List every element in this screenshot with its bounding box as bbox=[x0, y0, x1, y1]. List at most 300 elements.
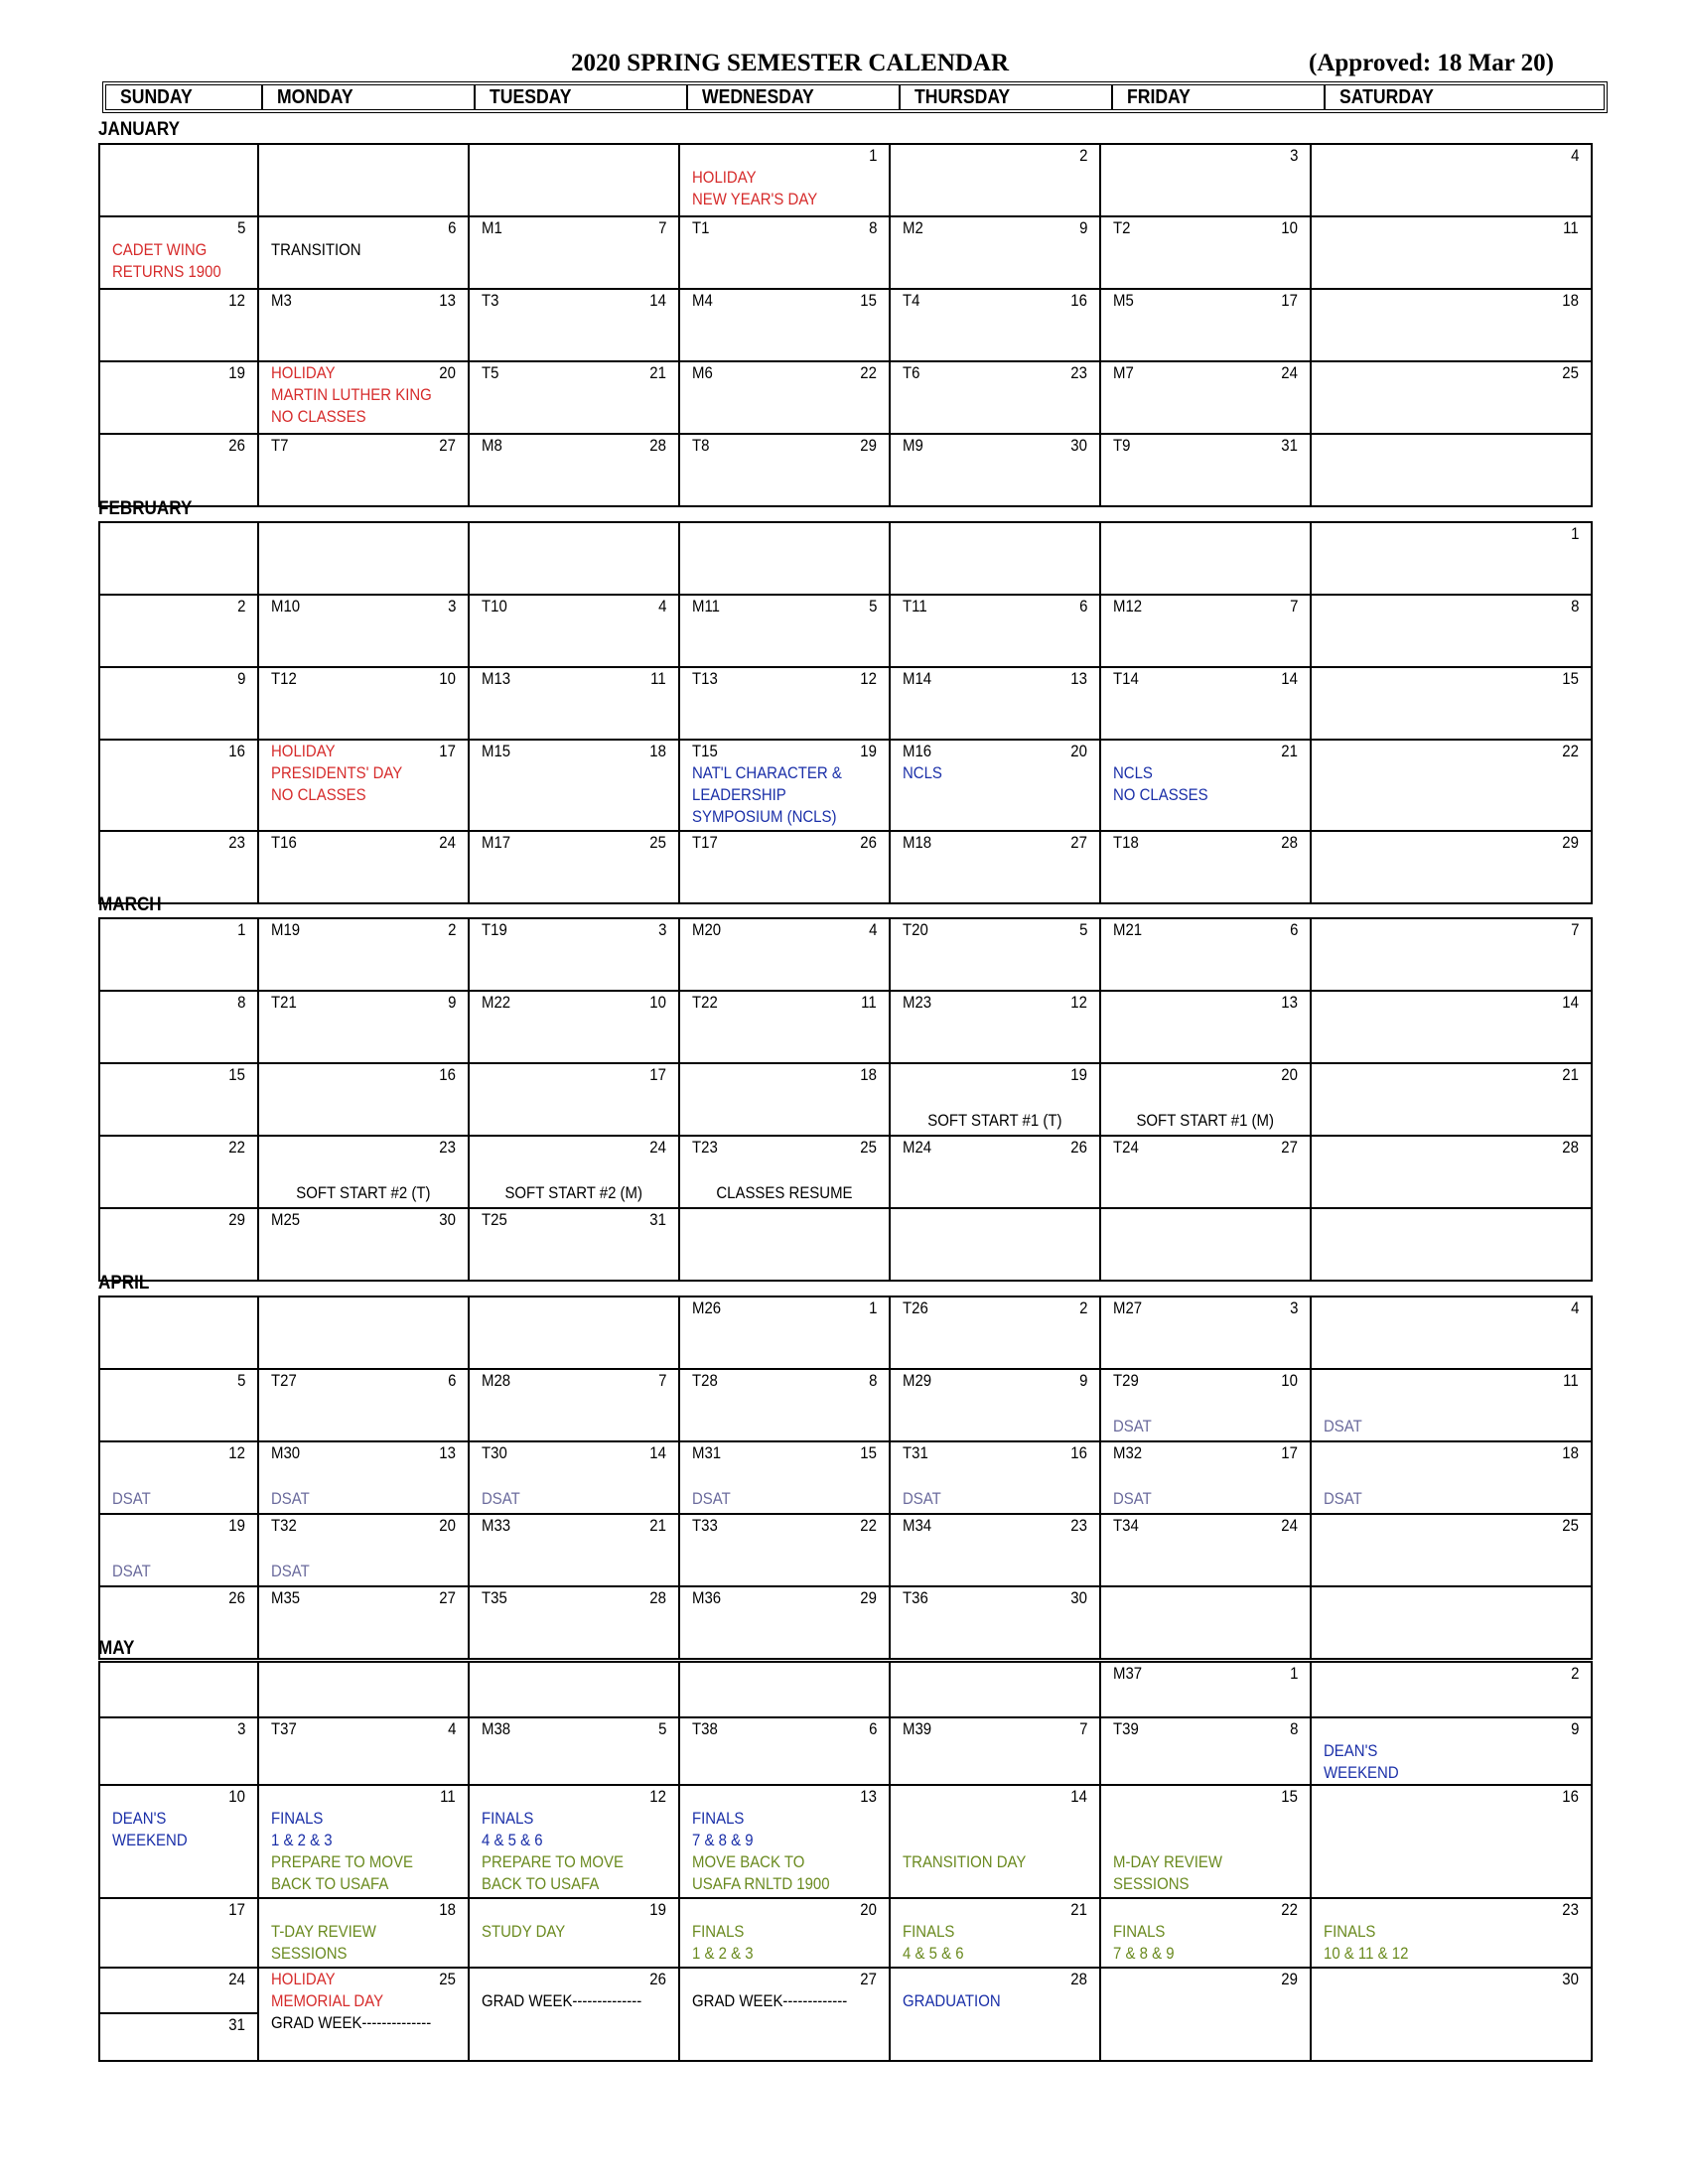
week-row bbox=[99, 1785, 1592, 1898]
event-notes bbox=[482, 1808, 672, 1895]
day-number bbox=[858, 668, 877, 690]
day-cell bbox=[99, 522, 258, 595]
day-number bbox=[858, 362, 877, 384]
day-cell bbox=[890, 1662, 1100, 1717]
day-cell bbox=[1100, 1514, 1311, 1586]
event-notes bbox=[271, 1808, 462, 1895]
class-day-code-text: T13 bbox=[692, 669, 718, 688]
event-notes bbox=[692, 1990, 883, 2012]
day-number-text: 1 bbox=[868, 1298, 877, 1317]
day-number-text: 1 bbox=[868, 146, 877, 165]
month-grid-march bbox=[98, 917, 1593, 1282]
event-note-text: WEEKEND bbox=[112, 1831, 188, 1849]
event-note-text: SESSIONS bbox=[271, 1944, 348, 1963]
day-number bbox=[1560, 1064, 1579, 1086]
day-number-text: 6 bbox=[447, 218, 456, 237]
class-day-code bbox=[692, 217, 712, 239]
week-row bbox=[99, 1369, 1592, 1441]
day-cell bbox=[679, 144, 890, 216]
day-cell bbox=[1311, 522, 1592, 595]
class-day-code bbox=[482, 1587, 510, 1609]
class-day-code bbox=[482, 596, 510, 617]
day-number bbox=[1068, 992, 1087, 1014]
day-header-label: MONDAY bbox=[277, 86, 353, 108]
day-number-text: 30 bbox=[439, 1210, 456, 1229]
day-number-text: 14 bbox=[649, 291, 666, 310]
day-number bbox=[1279, 668, 1298, 690]
day-number-text: 28 bbox=[1562, 1138, 1579, 1157]
class-day-code-text: T28 bbox=[692, 1371, 718, 1390]
week-row bbox=[99, 434, 1592, 506]
event-notes bbox=[482, 1921, 672, 1943]
class-day-code-text: T29 bbox=[1113, 1371, 1139, 1390]
day-cell bbox=[1311, 595, 1592, 667]
event-note-text: FINALS bbox=[903, 1922, 955, 1941]
event-notes bbox=[692, 167, 883, 210]
day-cell bbox=[1311, 1136, 1592, 1208]
day-number bbox=[1560, 1969, 1579, 1990]
day-cell bbox=[1100, 667, 1311, 740]
day-number-text: 17 bbox=[1281, 1443, 1298, 1462]
day-header-label: THURSDAY bbox=[914, 86, 1011, 108]
day-number bbox=[647, 1899, 666, 1921]
day-cell bbox=[258, 1063, 469, 1136]
day-number bbox=[437, 435, 456, 457]
event-notes bbox=[692, 762, 883, 828]
day-cell bbox=[890, 361, 1100, 434]
day-number-text: 26 bbox=[860, 833, 877, 852]
week-row bbox=[99, 289, 1592, 361]
day-number-text: 20 bbox=[439, 363, 456, 382]
event-note-text: STUDY DAY bbox=[482, 1922, 566, 1941]
day-cell bbox=[1311, 361, 1592, 434]
class-day-code bbox=[903, 290, 922, 312]
class-day-code-text: M7 bbox=[1113, 363, 1134, 382]
class-day-code bbox=[903, 741, 935, 762]
day-number-text: 8 bbox=[1289, 1719, 1298, 1738]
event-note-text: WEEKEND bbox=[1324, 1763, 1399, 1782]
class-day-code bbox=[482, 1209, 510, 1231]
day-cell bbox=[679, 831, 890, 903]
day-cell bbox=[679, 667, 890, 740]
day-number bbox=[1570, 145, 1579, 167]
day-cell bbox=[469, 1662, 679, 1717]
day-number bbox=[1279, 832, 1298, 854]
day-number bbox=[1570, 523, 1579, 545]
day-number-text: 11 bbox=[1563, 218, 1579, 237]
event-note-text: TRANSITION DAY bbox=[903, 1852, 1027, 1871]
day-cell bbox=[679, 1297, 890, 1369]
class-day-code-text: T9 bbox=[1113, 436, 1131, 455]
event-note-line bbox=[903, 1830, 1093, 1851]
class-day-code bbox=[1113, 217, 1133, 239]
day-number bbox=[868, 1370, 877, 1392]
day-number-text: 6 bbox=[1078, 597, 1087, 615]
day-number bbox=[1279, 217, 1298, 239]
day-number-text: 9 bbox=[1078, 218, 1087, 237]
page-title: 2020 SPRING SEMESTER CALENDAR bbox=[571, 50, 1010, 76]
day-cell bbox=[1100, 991, 1311, 1063]
event-note-line bbox=[903, 1990, 1093, 2012]
event-note-bottom bbox=[680, 1182, 889, 1204]
day-number-text: 5 bbox=[236, 1371, 245, 1390]
day-number-text: 5 bbox=[1078, 920, 1087, 939]
class-day-code-text: T7 bbox=[271, 436, 289, 455]
day-number-text: 8 bbox=[236, 993, 245, 1012]
event-note-bottom-text: SOFT START #2 (T) bbox=[296, 1183, 431, 1202]
day-cell bbox=[679, 216, 890, 289]
event-notes bbox=[1324, 1740, 1585, 1784]
event-note-text: NO CLASSES bbox=[271, 785, 366, 804]
event-note-line bbox=[692, 1943, 883, 1965]
day-cell bbox=[1311, 1586, 1592, 1659]
class-day-code-text: T35 bbox=[482, 1588, 507, 1607]
day-cell bbox=[1100, 1441, 1311, 1514]
event-note-text: FINALS bbox=[692, 1922, 745, 1941]
day-number bbox=[657, 1718, 666, 1740]
day-number-text: 24 bbox=[1281, 1516, 1298, 1535]
class-day-code-text: M1 bbox=[482, 218, 502, 237]
day-number bbox=[1279, 1515, 1298, 1537]
day-cell bbox=[1311, 1297, 1592, 1369]
day-number-text: 1 bbox=[1289, 1664, 1298, 1683]
day-number bbox=[647, 1442, 666, 1464]
day-number-text: 7 bbox=[657, 1371, 666, 1390]
event-notes bbox=[692, 1808, 883, 1895]
day-cell bbox=[258, 216, 469, 289]
event-note-text: DEAN'S bbox=[112, 1809, 167, 1828]
day-number-text: 10 bbox=[1281, 1371, 1298, 1390]
day-number-text: 26 bbox=[649, 1970, 666, 1988]
month-grid-april bbox=[98, 1296, 1593, 1660]
dsat-label bbox=[1324, 1416, 1367, 1437]
class-day-code bbox=[903, 668, 935, 690]
day-cell bbox=[890, 1441, 1100, 1514]
day-number-text: 17 bbox=[649, 1065, 666, 1084]
day-cell bbox=[469, 1297, 679, 1369]
day-cell bbox=[679, 595, 890, 667]
class-day-code-text: M5 bbox=[1113, 291, 1134, 310]
day-cell bbox=[1311, 144, 1592, 216]
day-number-text: 7 bbox=[1570, 920, 1579, 939]
day-number bbox=[1560, 1137, 1579, 1159]
event-note-text: 7 & 8 & 9 bbox=[1113, 1944, 1175, 1963]
day-number-text: 12 bbox=[1070, 993, 1087, 1012]
day-cell bbox=[258, 595, 469, 667]
day-cell bbox=[469, 216, 679, 289]
day-number-text: 28 bbox=[1070, 1970, 1087, 1988]
event-note-line bbox=[692, 189, 883, 210]
class-day-code bbox=[903, 217, 926, 239]
day-number-text: 19 bbox=[649, 1900, 666, 1919]
dsat-label-text: DSAT bbox=[271, 1562, 310, 1580]
day-cell bbox=[1100, 1586, 1311, 1659]
day-cell bbox=[258, 1208, 469, 1281]
class-day-code-text: M12 bbox=[1113, 597, 1143, 615]
class-day-code bbox=[482, 668, 514, 690]
day-number-text: 5 bbox=[657, 1719, 666, 1738]
class-day-code-text: M11 bbox=[692, 597, 720, 615]
day-number-text: 31 bbox=[649, 1210, 666, 1229]
day-number bbox=[1068, 741, 1087, 762]
day-cell bbox=[469, 1968, 679, 2061]
day-number bbox=[1570, 596, 1579, 617]
day-number bbox=[226, 1786, 245, 1808]
class-day-code-text: M14 bbox=[903, 669, 932, 688]
day-number-text: 19 bbox=[228, 1516, 245, 1535]
class-day-code bbox=[271, 992, 300, 1014]
day-cell bbox=[99, 361, 258, 434]
class-day-code-text: T23 bbox=[692, 1138, 718, 1157]
day-number-text: 23 bbox=[439, 1138, 456, 1157]
day-number-text: 25 bbox=[439, 1970, 456, 1988]
day-cell bbox=[99, 991, 258, 1063]
day-cell bbox=[469, 1441, 679, 1514]
event-note-line bbox=[1113, 1873, 1304, 1895]
event-note-line bbox=[1113, 762, 1304, 784]
day-number bbox=[647, 1515, 666, 1537]
day-cell bbox=[890, 1968, 1100, 2061]
day-cell bbox=[99, 831, 258, 903]
day-number-text: 3 bbox=[657, 920, 666, 939]
day-cell bbox=[679, 1785, 890, 1898]
day-cell bbox=[1100, 1968, 1311, 2061]
class-day-code bbox=[271, 596, 304, 617]
day-cell bbox=[1311, 289, 1592, 361]
day-number-text: 24 bbox=[439, 833, 456, 852]
day-number-text: 11 bbox=[440, 1787, 456, 1806]
day-cell bbox=[890, 434, 1100, 506]
class-day-code bbox=[271, 1515, 300, 1537]
day-cell bbox=[1311, 216, 1592, 289]
day-number bbox=[1078, 596, 1087, 617]
day-number bbox=[1570, 919, 1579, 941]
day-cell bbox=[469, 991, 679, 1063]
event-note-text: BACK TO USAFA bbox=[482, 1874, 600, 1893]
dsat-label-text: DSAT bbox=[1324, 1417, 1362, 1435]
class-day-code bbox=[692, 1442, 725, 1464]
day-number bbox=[447, 1370, 456, 1392]
day-number-text: 12 bbox=[228, 291, 245, 310]
day-cell bbox=[99, 1717, 258, 1785]
class-day-code-text: M28 bbox=[482, 1371, 511, 1390]
class-day-code bbox=[482, 1370, 514, 1392]
day-number bbox=[1068, 1442, 1087, 1464]
day-number-text: 24 bbox=[1281, 363, 1298, 382]
event-note-line bbox=[1113, 1943, 1304, 1965]
day-cell bbox=[890, 144, 1100, 216]
title-row bbox=[0, 50, 1688, 79]
day-number bbox=[858, 1899, 877, 1921]
day-number bbox=[657, 1370, 666, 1392]
day-number-text: 26 bbox=[228, 1588, 245, 1607]
day-header-saturday bbox=[1326, 85, 1604, 109]
day-number-text: 27 bbox=[439, 1588, 456, 1607]
day-number bbox=[236, 992, 245, 1014]
day-number bbox=[647, 435, 666, 457]
day-cell bbox=[1100, 216, 1311, 289]
day-number bbox=[1279, 290, 1298, 312]
day-cell bbox=[99, 289, 258, 361]
day-number bbox=[647, 741, 666, 762]
day-number-text: 23 bbox=[228, 833, 245, 852]
day-number bbox=[647, 1587, 666, 1609]
event-note-line bbox=[903, 1851, 1093, 1873]
class-day-code-text: M25 bbox=[271, 1210, 301, 1229]
week-row bbox=[99, 1586, 1592, 1659]
event-note-line bbox=[692, 1990, 883, 2012]
day-number bbox=[1289, 1718, 1298, 1740]
event-note-line bbox=[1324, 1762, 1585, 1784]
class-day-code-text: T30 bbox=[482, 1443, 507, 1462]
day-number bbox=[868, 596, 877, 617]
day-cell bbox=[99, 667, 258, 740]
day-number-text: 9 bbox=[1570, 1719, 1579, 1738]
class-day-code-text: M29 bbox=[903, 1371, 932, 1390]
event-note-line bbox=[1113, 784, 1304, 806]
day-number-text: 22 bbox=[860, 1516, 877, 1535]
event-note-line bbox=[112, 1808, 251, 1830]
day-number bbox=[1560, 1786, 1579, 1808]
day-number bbox=[226, 362, 245, 384]
day-number bbox=[1560, 362, 1579, 384]
event-note-text: NO CLASSES bbox=[271, 407, 366, 426]
day-cell bbox=[890, 289, 1100, 361]
event-note-text: FINALS bbox=[482, 1809, 534, 1828]
event-note-bottom bbox=[259, 1182, 468, 1204]
event-note-text: FINALS bbox=[692, 1809, 745, 1828]
day-number-text: 18 bbox=[649, 742, 666, 760]
class-day-code bbox=[271, 435, 291, 457]
day-cell bbox=[258, 1717, 469, 1785]
event-note-text: DEAN'S bbox=[1324, 1741, 1378, 1760]
day-number bbox=[647, 1064, 666, 1086]
day-number bbox=[1078, 919, 1087, 941]
day-cell bbox=[99, 216, 258, 289]
day-header-thursday bbox=[901, 85, 1113, 109]
day-number bbox=[1570, 1663, 1579, 1685]
day-number-text: 21 bbox=[1562, 1065, 1579, 1084]
event-note-text: PREPARE TO MOVE bbox=[271, 1852, 413, 1871]
class-day-code bbox=[1113, 1663, 1146, 1685]
week-row bbox=[99, 1208, 1592, 1281]
day-cell bbox=[99, 1063, 258, 1136]
day-number-text: 17 bbox=[1281, 291, 1298, 310]
day-number bbox=[437, 1587, 456, 1609]
month-label-february: FEBRUARY bbox=[98, 498, 193, 519]
event-note-bottom-text: SOFT START #1 (M) bbox=[1136, 1111, 1275, 1130]
day-number bbox=[858, 1064, 877, 1086]
class-day-code-text: M32 bbox=[1113, 1443, 1143, 1462]
event-note-line bbox=[271, 1990, 462, 2012]
class-day-code-text: T34 bbox=[1113, 1516, 1139, 1535]
day-cell bbox=[99, 1369, 258, 1441]
day-cell bbox=[679, 289, 890, 361]
day-cell bbox=[99, 740, 258, 831]
day-cell bbox=[890, 740, 1100, 831]
day-cell bbox=[890, 1785, 1100, 1898]
day-number-text: 29 bbox=[1281, 1970, 1298, 1988]
event-note-text: RETURNS 1900 bbox=[112, 262, 221, 281]
day-number-text: 23 bbox=[1070, 363, 1087, 382]
day-cell bbox=[679, 1208, 890, 1281]
class-day-code-text: M20 bbox=[692, 920, 722, 939]
day-number bbox=[1078, 1718, 1087, 1740]
day-cell bbox=[258, 361, 469, 434]
month-grid-january bbox=[98, 143, 1593, 507]
dsat-label bbox=[482, 1488, 525, 1510]
event-note-text: FINALS bbox=[271, 1809, 324, 1828]
event-note-line bbox=[271, 1851, 462, 1873]
day-cell bbox=[890, 1136, 1100, 1208]
day-number-text: 25 bbox=[860, 1138, 877, 1157]
event-note-text: 4 & 5 & 6 bbox=[903, 1944, 964, 1963]
event-note-line bbox=[271, 1873, 462, 1895]
day-number-text: 12 bbox=[649, 1787, 666, 1806]
day-number-text: 29 bbox=[860, 1588, 877, 1607]
class-day-code-text: M27 bbox=[1113, 1298, 1143, 1317]
day-number bbox=[226, 435, 245, 457]
day-cell bbox=[890, 1514, 1100, 1586]
day-cell bbox=[469, 1785, 679, 1898]
day-number bbox=[437, 1969, 456, 1990]
class-day-code-text: M37 bbox=[1113, 1664, 1143, 1683]
day-number-text: 4 bbox=[657, 597, 666, 615]
event-note-text: MARTIN LUTHER KING bbox=[271, 385, 432, 404]
day-cell bbox=[679, 1136, 890, 1208]
class-day-code-text: M2 bbox=[903, 218, 923, 237]
class-day-code bbox=[271, 668, 300, 690]
day-number-text: 2 bbox=[447, 920, 456, 939]
day-number bbox=[1279, 1137, 1298, 1159]
day-number bbox=[1560, 741, 1579, 762]
day-number-text: 16 bbox=[1070, 1443, 1087, 1462]
day-number-text: 31 bbox=[1281, 436, 1298, 455]
class-day-code bbox=[271, 1587, 304, 1609]
day-cell bbox=[469, 1369, 679, 1441]
class-day-code bbox=[271, 1370, 300, 1392]
day-number bbox=[657, 919, 666, 941]
event-note-text: GRAD WEEK------------- bbox=[692, 1991, 848, 2010]
class-day-code bbox=[482, 832, 514, 854]
class-day-code bbox=[271, 1209, 304, 1231]
week-row bbox=[99, 361, 1592, 434]
class-day-code-text: M9 bbox=[903, 436, 923, 455]
dsat-label bbox=[112, 1488, 156, 1510]
day-number-text: 2 bbox=[1078, 146, 1087, 165]
day-number-text: 15 bbox=[860, 291, 877, 310]
class-day-code bbox=[903, 992, 935, 1014]
class-day-code-text: M16 bbox=[903, 742, 932, 760]
class-day-code-text: M23 bbox=[903, 993, 932, 1012]
dsat-label-text: DSAT bbox=[1113, 1489, 1152, 1508]
event-note-bottom bbox=[470, 1182, 678, 1204]
day-cell bbox=[1100, 1662, 1311, 1717]
day-cell bbox=[469, 289, 679, 361]
day-number bbox=[858, 435, 877, 457]
day-cell bbox=[1100, 1785, 1311, 1898]
day-number bbox=[1289, 919, 1298, 941]
day-number-text: 25 bbox=[1562, 363, 1579, 382]
day-number bbox=[858, 1137, 877, 1159]
day-cell bbox=[258, 1136, 469, 1208]
day-number-text: 20 bbox=[439, 1516, 456, 1535]
event-note-line bbox=[271, 784, 462, 806]
class-day-code bbox=[1113, 1515, 1142, 1537]
day-number bbox=[447, 596, 456, 617]
event-note-line bbox=[692, 1873, 883, 1895]
event-note-text: NCLS bbox=[903, 763, 942, 782]
